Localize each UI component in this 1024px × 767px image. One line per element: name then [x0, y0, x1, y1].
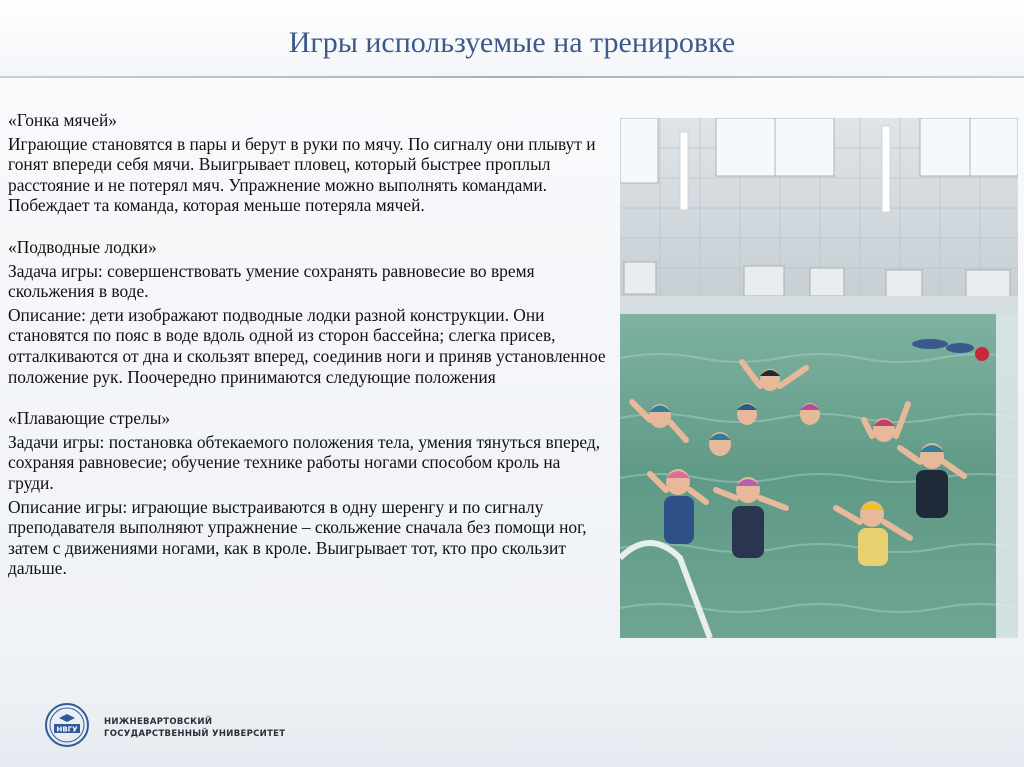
section-paragraph: Задача игры: совершенствовать умение сохранять равновесие во время скольжения в воде.: [8, 260, 535, 302]
section-title-floating-arrows: «Плавающие стрелы»: [8, 408, 171, 429]
university-line-1: НИЖНЕВАРТОВСКИЙ: [104, 717, 213, 727]
slide-title: Игры используемые на тренировке: [288, 26, 736, 59]
section-paragraph: Задачи игры: постановка обтекаемого положения тела, умения тянуться вперед, сохраняя равновесие; обучение технике работы ногами способом кроль на груди.: [8, 431, 601, 493]
section-paragraph: Описание: дети изображают подводные лодки разной конструкции. Они становятся по пояс в воде вдоль одной из сторон бассейна; слегка присев, отталкиваются от дна и скользят вперед, соединив ноги и приняв установленное положение рук. Поочередно принимаются следующие положения: [8, 304, 606, 387]
university-line-2: ГОСУДАРСТВЕННЫЙ УНИВЕРСИТЕТ: [104, 729, 286, 739]
section-paragraph: Играющие становятся в пары и берут в руки по мячу. По сигналу они плывут и гонят впереди себя мячи. Выигрывает пловец, который быстрее проплыл расстояние и не потерял мяч. Упражнение можно выполнять командами. Побеждает та команда, которая меньше потеряла мячей.: [8, 133, 596, 216]
section-gap: [8, 390, 608, 408]
section-title-ball-race: «Гонка мячей»: [8, 110, 117, 130]
section-title-submarines: «Подводные лодки»: [8, 236, 157, 257]
section-paragraph: Описание игры: играющие выстраиваются в одну шеренгу и по сигналу преподавателя выполняют упражнение – скольжение сначала без помощи ног, затем с движениями ногами, как в кроле. Выигрывает тот, кто про скользит дальше.: [8, 496, 587, 579]
text-body: [8, 110, 608, 582]
section-gap: [8, 219, 608, 237]
university-name: [104, 716, 285, 740]
logo-text: НВГУ: [56, 725, 78, 734]
slide-header: [0, 0, 1024, 78]
university-logo: [44, 702, 90, 748]
pool-photo: [620, 118, 1018, 638]
